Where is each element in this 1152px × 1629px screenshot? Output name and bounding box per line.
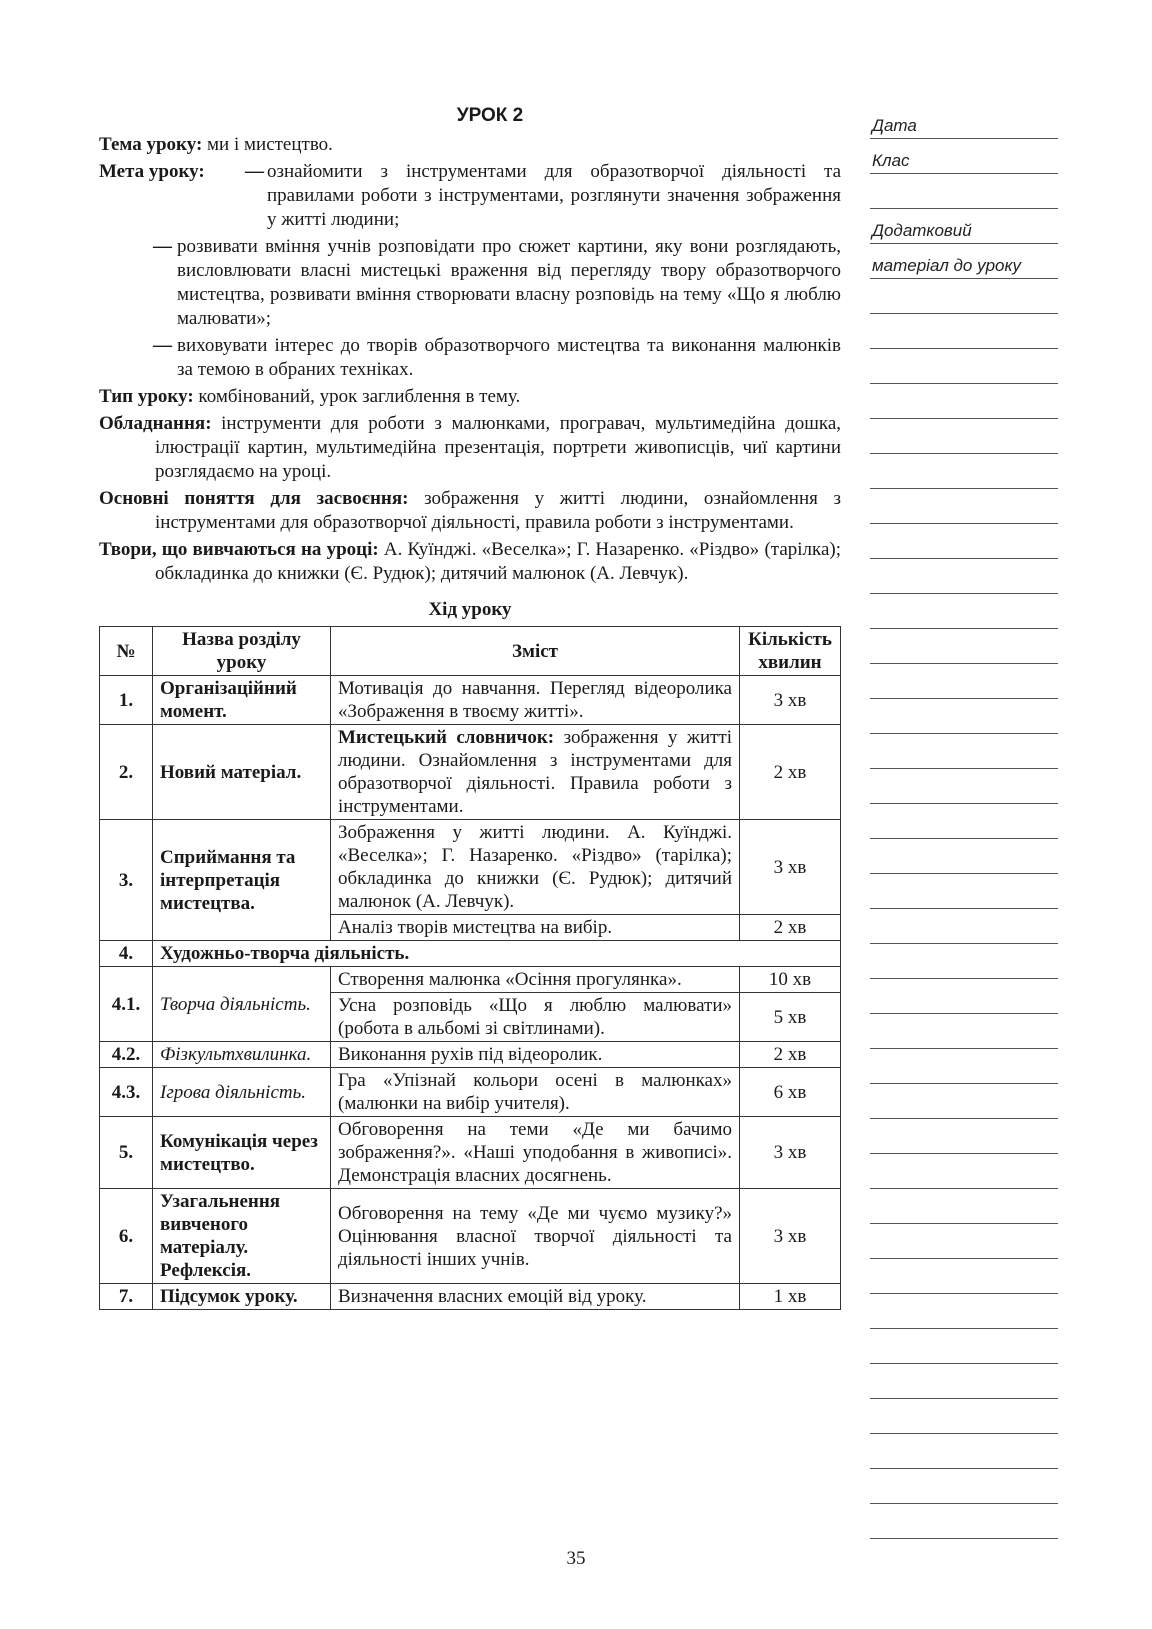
blank-line[interactable] bbox=[870, 874, 1058, 909]
row-content: Гра «Упізнай кольори осені в малюнках» (малюнки на вибір учителя). bbox=[331, 1068, 740, 1117]
blank-lines bbox=[870, 279, 1058, 1539]
equipment-label: Обладнання: bbox=[99, 413, 212, 434]
lesson-type bbox=[99, 385, 841, 409]
goal-dash: — bbox=[153, 335, 172, 356]
row-minutes: 3 хв bbox=[740, 676, 841, 725]
row-content: Усна розповідь «Що я люблю малювати» (робота в альбомі зі світлинами). bbox=[331, 993, 740, 1042]
blank-line[interactable] bbox=[870, 1119, 1058, 1154]
blank-line[interactable] bbox=[870, 174, 1058, 209]
row-content-term: Мистецький словничок: bbox=[338, 727, 555, 748]
blank-line[interactable] bbox=[870, 1259, 1058, 1294]
row-content: Мотивація до навчання. Перегляд відеоролика «Зображення в твоєму житті». bbox=[331, 676, 740, 725]
row-minutes: 6 хв bbox=[740, 1068, 841, 1117]
extra-material-line-2[interactable] bbox=[870, 244, 1058, 279]
row-num: 6. bbox=[100, 1189, 153, 1284]
blank-line[interactable] bbox=[870, 594, 1058, 629]
row-num: 5. bbox=[100, 1117, 153, 1189]
row-content: Визначення власних емоцій від уроку. bbox=[331, 1284, 740, 1310]
lesson-plan bbox=[99, 104, 841, 1310]
table-row bbox=[100, 820, 841, 915]
blank-line[interactable] bbox=[870, 1329, 1058, 1364]
header-minutes: Кількість хвилин bbox=[740, 627, 841, 676]
works-label: Твори, що вивчаються на уроці: bbox=[99, 539, 379, 560]
margin-notes bbox=[870, 104, 1058, 1539]
row-num: 7. bbox=[100, 1284, 153, 1310]
row-num: 4.2. bbox=[100, 1042, 153, 1068]
blank-line[interactable] bbox=[870, 769, 1058, 804]
blank-line[interactable] bbox=[870, 279, 1058, 314]
class-label: Клас bbox=[872, 151, 910, 170]
row-section: Художньо-творча діяльність. bbox=[153, 941, 841, 967]
goal-item-3: виховувати інтерес до творів образотворчого мистецтва та виконання малюнків за темою в обраних техніках. bbox=[177, 335, 841, 380]
blank-line[interactable] bbox=[870, 629, 1058, 664]
blank-line[interactable] bbox=[870, 1294, 1058, 1329]
row-section: Узагальнення вивченого матеріалу. Рефлексія. bbox=[153, 1189, 331, 1284]
row-content: Обговорення на теми «Де ми бачимо зображення?». «Наші уподобання в живописі». Демонстрація власних досягнень. bbox=[331, 1117, 740, 1189]
concepts-text: зображення у житті людини, ознайомлення з інструментами для образотворчої діяльності, правила роботи з інструментами. bbox=[155, 488, 842, 533]
date-line[interactable] bbox=[870, 104, 1058, 139]
blank-line[interactable] bbox=[870, 524, 1058, 559]
row-section: Організаційний момент. bbox=[153, 676, 331, 725]
lesson-topic bbox=[99, 133, 841, 157]
row-minutes: 5 хв bbox=[740, 993, 841, 1042]
table-row bbox=[100, 1068, 841, 1117]
blank-line[interactable] bbox=[870, 559, 1058, 594]
goal-label: Мета уроку: bbox=[99, 161, 205, 182]
row-content: Зображення у житті людини. А. Куїнджі. «Веселка»; Г. Назаренко. «Різдво» (тарілка); обкладинка до книжки (Є. Рудюк); дитячий малюнок (А. Левчук). bbox=[331, 820, 740, 915]
course-title: Хід уроку bbox=[428, 599, 512, 620]
table-row bbox=[100, 725, 841, 820]
row-section: Новий матеріал. bbox=[153, 725, 331, 820]
goal-item-2-row bbox=[99, 235, 841, 331]
row-minutes: 3 хв bbox=[740, 820, 841, 915]
blank-line[interactable] bbox=[870, 1224, 1058, 1259]
row-num: 3. bbox=[100, 820, 153, 941]
row-minutes: 3 хв bbox=[740, 1189, 841, 1284]
row-num: 4. bbox=[100, 941, 153, 967]
row-num: 4.1. bbox=[100, 967, 153, 1042]
type-text: комбінований, урок заглиблення в тему. bbox=[198, 386, 521, 407]
blank-line[interactable] bbox=[870, 1084, 1058, 1119]
row-content: Обговорення на тему «Де ми чуємо музику?» Оцінювання власної творчої діяльності та діяльності інших учнів. bbox=[331, 1189, 740, 1284]
row-section: Творча діяльність. bbox=[153, 967, 331, 1042]
row-minutes: 3 хв bbox=[740, 1117, 841, 1189]
blank-line[interactable] bbox=[870, 384, 1058, 419]
blank-line[interactable] bbox=[870, 979, 1058, 1014]
table-row bbox=[100, 1189, 841, 1284]
type-label: Тип уроку: bbox=[99, 386, 194, 407]
blank-line[interactable] bbox=[870, 1434, 1058, 1469]
blank-line[interactable] bbox=[870, 699, 1058, 734]
blank-line[interactable] bbox=[870, 419, 1058, 454]
lesson-table bbox=[99, 626, 841, 1310]
row-minutes: 2 хв bbox=[740, 725, 841, 820]
row-section: Підсумок уроку. bbox=[153, 1284, 331, 1310]
row-section: Комунікація через мистецтво. bbox=[153, 1117, 331, 1189]
blank-line[interactable] bbox=[870, 1504, 1058, 1539]
blank-line[interactable] bbox=[870, 1154, 1058, 1189]
blank-line[interactable] bbox=[870, 1399, 1058, 1434]
concepts-label: Основні поняття для засвоєння: bbox=[99, 488, 409, 509]
table-row bbox=[100, 1117, 841, 1189]
table-row bbox=[100, 967, 841, 993]
blank-line[interactable] bbox=[870, 664, 1058, 699]
row-minutes: 1 хв bbox=[740, 1284, 841, 1310]
header-num: № bbox=[100, 627, 153, 676]
blank-line[interactable] bbox=[870, 1469, 1058, 1504]
row-minutes: 2 хв bbox=[740, 915, 841, 941]
works-text: А. Куїнджі. «Веселка»; Г. Назаренко. «Різдво» (тарілка); обкладинка до книжки (Є. Рудюк); дитячий малюнок (А. Левчук). bbox=[155, 539, 842, 584]
header-section: Назва розділу уроку bbox=[153, 627, 331, 676]
lesson-equipment bbox=[99, 412, 841, 484]
table-row bbox=[100, 941, 841, 967]
row-section: Фізкультхвилинка. bbox=[153, 1042, 331, 1068]
row-content bbox=[331, 725, 740, 820]
blank-line[interactable] bbox=[870, 734, 1058, 769]
goal-dash: — bbox=[245, 161, 264, 182]
extra-material-line-1[interactable] bbox=[870, 209, 1058, 244]
lesson-concepts bbox=[99, 487, 841, 535]
goal-item-2: розвивати вміння учнів розповідати про сюжет картини, яку вони розглядають, висловлювати власні мистецькі враження від перегляду твору образотворчого мистецтва, розвивати вміння створювати власну розповідь на тему «Що я люблю малювати»; bbox=[177, 236, 841, 329]
row-num: 2. bbox=[100, 725, 153, 820]
blank-line[interactable] bbox=[870, 839, 1058, 874]
blank-line[interactable] bbox=[870, 1014, 1058, 1049]
lesson-goal bbox=[99, 160, 841, 232]
blank-line[interactable] bbox=[870, 944, 1058, 979]
extra-material-label-2: матеріал до уроку bbox=[872, 256, 1022, 275]
extra-material-label-1: Додатковий bbox=[872, 221, 972, 240]
header-content: Зміст bbox=[331, 627, 740, 676]
blank-line[interactable] bbox=[870, 804, 1058, 839]
lesson-title: УРОК 2 bbox=[456, 105, 524, 126]
row-content: Аналіз творів мистецтва на вибір. bbox=[331, 915, 740, 941]
equipment-text: інструменти для роботи з малюнками, програвач, мультимедійна дошка, ілюстрації картин, мультимедійна презентація, портрети живописців, чиї картини розглядаємо на уроці. bbox=[155, 413, 841, 482]
blank-line[interactable] bbox=[870, 1189, 1058, 1224]
row-minutes: 2 хв bbox=[740, 1042, 841, 1068]
goal-item-3-row bbox=[99, 334, 841, 382]
blank-line[interactable] bbox=[870, 349, 1058, 384]
class-line[interactable] bbox=[870, 139, 1058, 174]
blank-line[interactable] bbox=[870, 489, 1058, 524]
row-minutes: 10 хв bbox=[740, 967, 841, 993]
topic-label: Тема уроку: bbox=[99, 134, 203, 155]
table-row bbox=[100, 676, 841, 725]
goal-item-1: ознайомити з інструментами для образотворчої діяльності та правилами роботи з інструментами, розглянути значення зображення у житті людини; bbox=[267, 161, 841, 230]
page-number: 35 bbox=[566, 1548, 586, 1569]
date-label: Дата bbox=[872, 116, 917, 135]
blank-line[interactable] bbox=[870, 454, 1058, 489]
row-content-text: зображення у житті людини. Ознайомлення з інструментами для образотворчої діяльності. Правила роботи з інструментами. bbox=[338, 727, 732, 817]
row-section: Сприймання та інтерпретація мистецтва. bbox=[153, 820, 331, 941]
table-row bbox=[100, 1042, 841, 1068]
blank-line[interactable] bbox=[870, 314, 1058, 349]
lesson-works bbox=[99, 538, 841, 586]
row-content: Виконання рухів під відеоролик. bbox=[331, 1042, 740, 1068]
table-row bbox=[100, 1284, 841, 1310]
row-num: 4.3. bbox=[100, 1068, 153, 1117]
blank-line[interactable] bbox=[870, 909, 1058, 944]
table-header-row bbox=[100, 627, 841, 676]
goal-dash: — bbox=[153, 236, 172, 257]
blank-line[interactable] bbox=[870, 1364, 1058, 1399]
row-content: Створення малюнка «Осіння прогулянка». bbox=[331, 967, 740, 993]
row-num: 1. bbox=[100, 676, 153, 725]
row-section: Ігрова діяльність. bbox=[153, 1068, 331, 1117]
blank-line[interactable] bbox=[870, 1049, 1058, 1084]
topic-text: ми і мистецтво. bbox=[207, 134, 333, 155]
